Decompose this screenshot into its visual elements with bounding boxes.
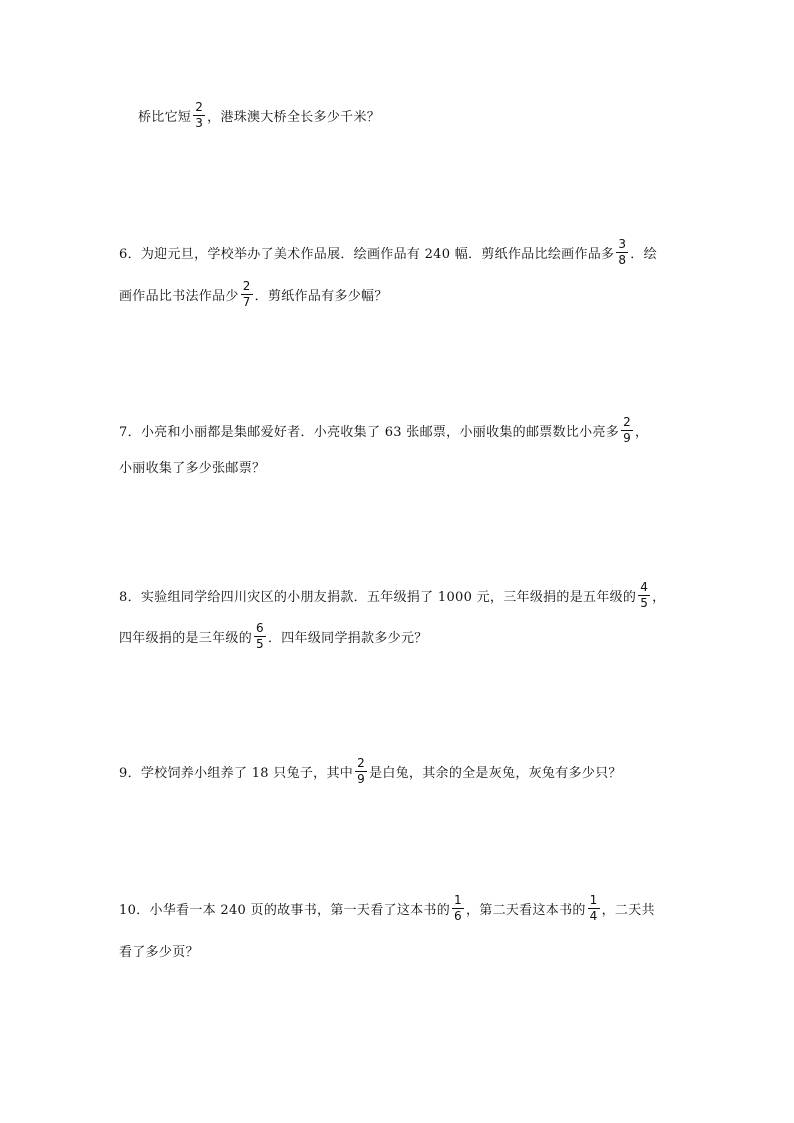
q8-line-1 bbox=[119, 577, 665, 613]
fraction: $\frac{4}{5}$ bbox=[640, 579, 649, 610]
q6-line-1 bbox=[119, 234, 657, 270]
fraction: $\frac{2}{7}$ bbox=[242, 278, 251, 309]
q8-line-2 bbox=[119, 618, 428, 654]
q5-line-2 bbox=[138, 97, 380, 133]
fraction: $\frac{2}{9}$ bbox=[623, 414, 632, 445]
q9-text-a: 9．学校饲养小组养了 18 只兔子，其中 bbox=[119, 765, 354, 781]
q10-line-1 bbox=[119, 890, 655, 926]
q6-text-b: ．绘 bbox=[630, 246, 657, 262]
fraction: $\frac{2}{9}$ bbox=[357, 755, 366, 786]
q7-text-b: ， bbox=[635, 424, 649, 440]
q10-text-d: 看了多少页？ bbox=[119, 944, 199, 960]
q8-text-a: 8．实验组同学给四川灾区的小朋友捐款．五年级捐了 1000 元，三年级捐的是五年级的 bbox=[119, 589, 637, 605]
fraction: $\frac{1}{6}$ bbox=[454, 892, 462, 923]
q8-text-d: ．四年级同学捐款多少元？ bbox=[267, 630, 428, 646]
q8-text-b: ， bbox=[652, 589, 666, 605]
q9-line-1 bbox=[119, 753, 622, 789]
q8-text-c: 四年级捐的是三年级的 bbox=[119, 630, 253, 646]
q7-line-1 bbox=[119, 412, 648, 448]
fraction: $\frac{3}{8}$ bbox=[618, 236, 627, 267]
q7-line-2 bbox=[119, 448, 265, 484]
q7-text-a: 7．小亮和小丽都是集邮爱好者．小亮收集了 63 张邮票，小丽收集的邮票数比小亮多 bbox=[119, 424, 620, 440]
q6-text-a: 6．为迎元旦，学校举办了美术作品展．绘画作品有 240 幅．剪纸作品比绘画作品多 bbox=[119, 246, 615, 262]
q10-text-a: 10．小华看一本 240 页的故事书，第一天看了这本书的 bbox=[119, 902, 451, 918]
fraction: $\frac{6}{5}$ bbox=[256, 620, 264, 651]
q7-text-c: 小丽收集了多少张邮票？ bbox=[119, 460, 266, 476]
fraction: $\frac{2}{3}$ bbox=[195, 99, 204, 130]
q10-line-2 bbox=[119, 932, 199, 968]
q6-line-2 bbox=[119, 276, 388, 312]
q5-text-b: ，港珠澳大桥全长多少千米？ bbox=[207, 109, 381, 125]
q6-text-c: 画作品比书法作品少 bbox=[119, 288, 239, 304]
q10-text-c: ，二天共 bbox=[601, 902, 655, 918]
fraction: $\frac{1}{4}$ bbox=[589, 892, 598, 923]
q5-text-a: 桥比它短 bbox=[138, 109, 192, 125]
q9-text-b: 是白兔，其余的全是灰兔，灰兔有多少只？ bbox=[369, 765, 622, 781]
q10-text-b: ，第二天看这本书的 bbox=[465, 902, 586, 918]
q6-text-d: ．剪纸作品有多少幅？ bbox=[254, 288, 388, 304]
